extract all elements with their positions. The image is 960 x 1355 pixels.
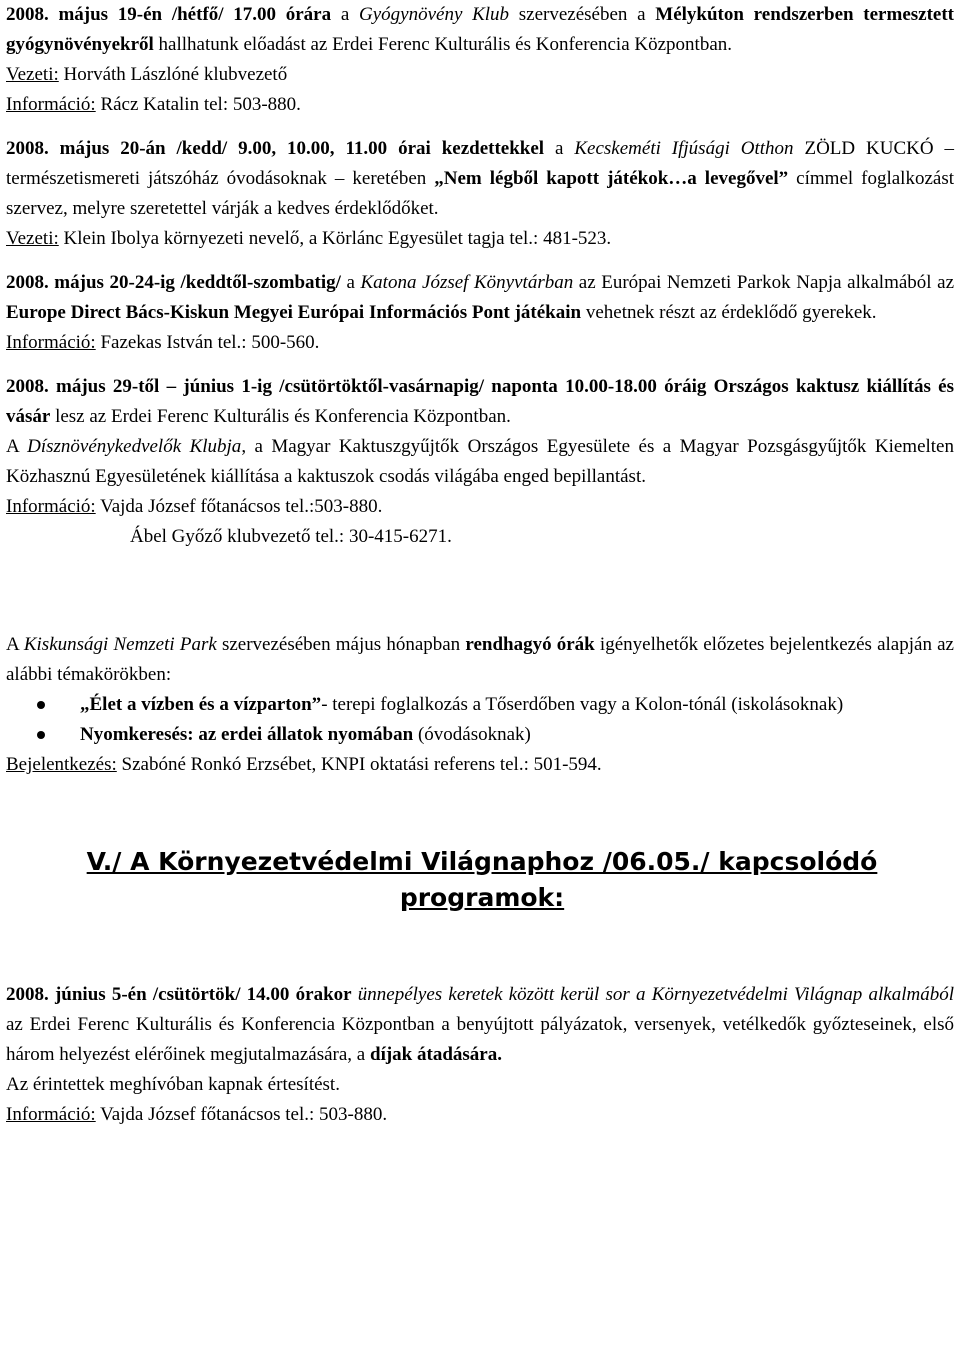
event-date: 2008. június 5-én /csütörtök/ 14.00 órakor — [6, 984, 352, 1005]
event-topic: Europe Direct Bács-Kiskun Megyei Európai Információs Pont játékain — [6, 302, 582, 323]
document-page — [6, 0, 954, 1130]
bullet-icon — [37, 701, 45, 709]
event-paragraph-herb-club: 2008. május 19-én /hétfő/ 17.00 órára a Gyógynövény Klub szervezésében a Mélykúton rendszerben termesztett gyógynövényekről hallhatunk előadást az Erdei Ferenc Kulturális és Konferencia Központban. — [6, 4, 954, 55]
organizer-name: Gyógynövény Klub — [358, 4, 510, 25]
info-label: Információ: — [6, 94, 96, 115]
registration-line: Bejelentkezés: Szabóné Ronkó Erzsébet, KNPI oktatási referens tel.: 501-594. — [6, 754, 602, 775]
organizer-name: Kecskeméti Ifjúsági Otthon — [574, 138, 794, 159]
section-heading: V./ A Környezetvédelmi Világnaphoz /06.05./ kapcsolódó programok: — [86, 847, 878, 912]
info-line: Információ: Fazekas István tel.: 500-560. — [6, 332, 320, 353]
event-date: 2008. május 20-án /kedd/ 9.00, 10.00, 11.00 órai kezdettekkel — [6, 138, 545, 159]
event-topic: rendhagyó órák — [465, 634, 595, 655]
notice-line: Az érintettek meghívóban kapnak értesítést. — [6, 1074, 340, 1095]
bullet-icon — [37, 731, 45, 739]
topic-list — [6, 690, 954, 750]
list-item: Nyomkeresés: az erdei állatok nyomában (óvodásoknak) — [6, 720, 954, 750]
leader-line: Vezeti: Horváth Lászlóné klubvezető — [6, 64, 288, 85]
organizer-name: Dísznövénykedvelők Klubja — [27, 436, 242, 457]
event-occasion: ünnepélyes keretek között kerül sor a Környezetvédelmi Világnap alkalmából — [351, 984, 954, 1005]
event-paragraph-cactus-exhibition: 2008. május 29-től – június 1-ig /csütörtöktől-vasárnapig/ naponta 10.00-18.00 óráig Országos kaktusz kiállítás és vásár lesz az Erdei Ferenc Kulturális és Konferencia Központban. — [6, 376, 954, 427]
info-label: Információ: — [6, 1104, 96, 1125]
event-paragraph-national-parks-day: 2008. május 20-24-ig /keddtől-szombatig/ a Katona József Könyvtárban az Európai Nemzeti Parkok Napja alkalmából az Europe Direct Bács-Kiskun Megyei Európai Információs Pont játékain vehetnek részt az érdeklődő gyerekek. — [6, 272, 955, 323]
leader-label: Vezeti: — [6, 64, 59, 85]
organizer-name: Kiskunsági Nemzeti Park — [23, 634, 217, 655]
info-line: Információ: Rácz Katalin tel: 503-880. — [6, 94, 301, 115]
event-paragraph-environment-day: 2008. június 5-én /csütörtök/ 14.00 órakor ünnepélyes keretek között kerül sor a Környezetvédelmi Világnap alkalmából az Erdei Ferenc Kulturális és Konferencia Központban a benyújtott pályázatok, versenyek, vetélkedők győzteseinek, első három helyezést elérőinek megjutalmazására, a díjak átadására. — [6, 984, 954, 1065]
event-date: 2008. május 20-24-ig /keddtől-szombatig/ — [6, 272, 341, 293]
event-date: 2008. május 19-én /hétfő/ 17.00 órára — [6, 4, 332, 25]
registration-label: Bejelentkezés: — [6, 754, 117, 775]
info-line: Információ: Vajda József főtanácsos tel.:503-880. — [6, 496, 383, 517]
event-description: A Dísznövénykedvelők Klubja, a Magyar Kaktuszgyűjtők Országos Egyesülete és a Magyar Pozsgásgyűjtők Kiemelten Közhasznú Egyesületének kiállítása a kaktuszok csodás világába enged bepillantást. — [6, 436, 954, 487]
info-label: Információ: — [6, 496, 96, 517]
info-line-secondary: Ábel Győző klubvezető tel.: 30-415-6271. — [130, 526, 452, 547]
event-topic: Mélykúton rendszerben termesztett gyógynövényekről — [6, 4, 954, 55]
leader-line: Vezeti: Klein Ibolya környezeti nevelő, a Körlánc Egyesület tagja tel.: 481-523. — [6, 228, 612, 249]
event-paragraph-green-corner: 2008. május 20-án /kedd/ 9.00, 10.00, 11.00 órai kezdettekkel a Kecskeméti Ifjúsági Otthon ZÖLD KUCKÓ – természetismereti játszóház óvodásoknak – keretében „Nem légből kapott játékok…a levegővel” címmel foglalkozást szervez, melyre szeretettel várják a kedves érdeklődőket. — [6, 138, 955, 219]
organizer-name: Katona József Könyvtárban — [360, 272, 574, 293]
event-paragraph-kiskunsag-park: A Kiskunsági Nemzeti Park szervezésében május hónapban rendhagyó órák igényelhetők előzetes bejelentkezés alapján az alábbi témakörökben: — [6, 634, 954, 685]
event-topic: „Nem légből kapott játékok…a levegővel” — [434, 168, 789, 189]
event-date: 2008. május 29-től – június 1-ig /csütörtöktől-vasárnapig/ naponta 10.00-18.00 óráig Országos kaktusz kiállítás és vásár — [6, 376, 954, 427]
info-label: Információ: — [6, 332, 96, 353]
list-item: „Élet a vízben és a vízparton”- terepi foglalkozás a Tőserdőben vagy a Kolon-tónál (iskolásoknak) — [6, 690, 954, 720]
event-topic: díjak átadására. — [370, 1044, 502, 1065]
info-line: Információ: Vajda József főtanácsos tel.: 503-880. — [6, 1104, 388, 1125]
leader-label: Vezeti: — [6, 228, 59, 249]
